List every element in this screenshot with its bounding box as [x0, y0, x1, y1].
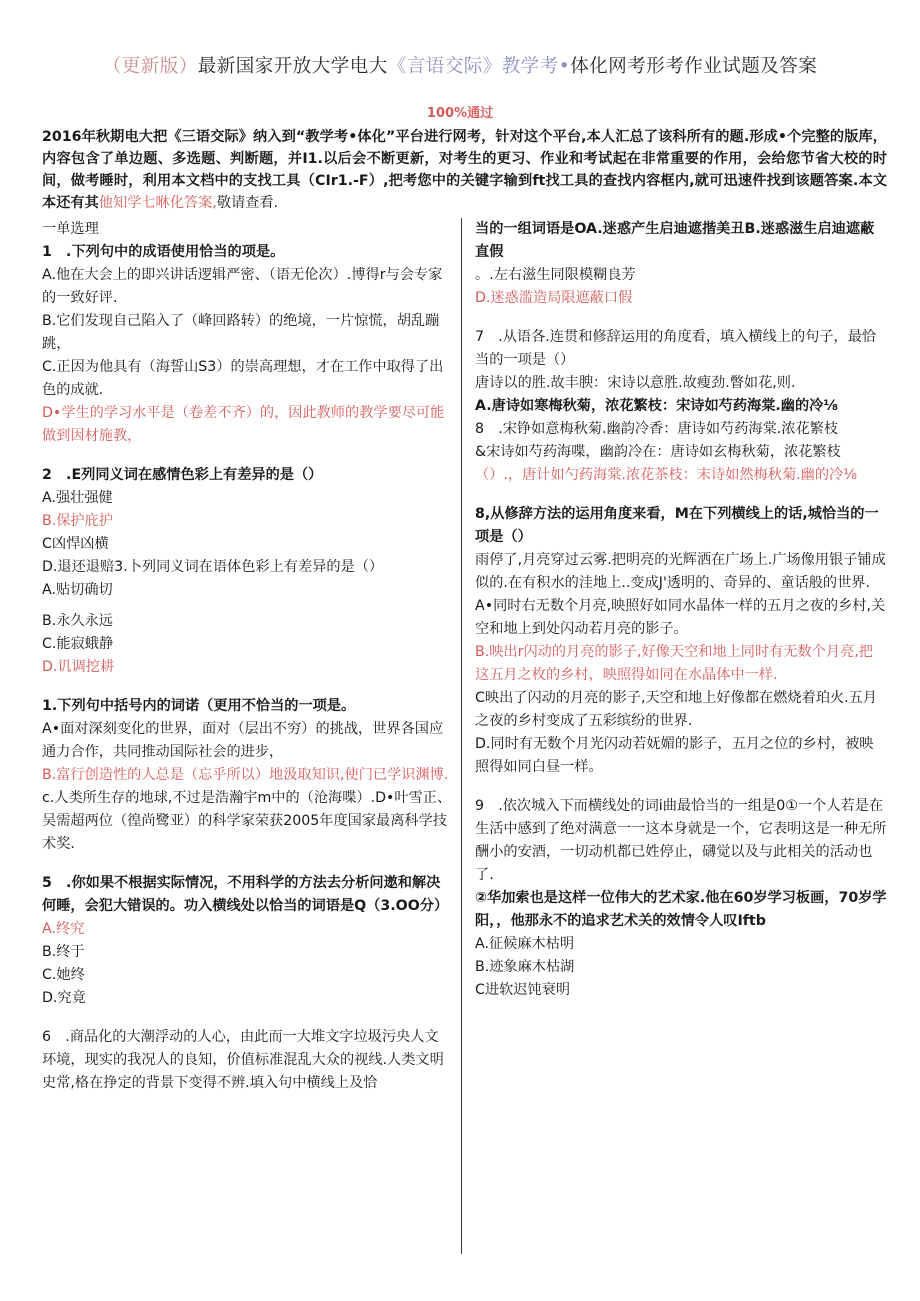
- question-stem: 8,从修辞方法的运用角度来看，M在下列横线上的话,城恰当的一项是（）: [475, 506, 879, 545]
- option: A.强壮强健: [42, 490, 113, 506]
- section-heading: 一单选理: [42, 221, 99, 237]
- option: C.正因为他具有（海誓山S3）的崇高理想，才在工作中取得了出色的成就.: [42, 359, 444, 398]
- intro-tail: 敬请查看.: [216, 195, 279, 211]
- answer-option: D.迷惑滥造局限遮蔽口假: [475, 290, 633, 306]
- question-stem: 1.下列句中括号内的词诺（更用不恰当的一项是。: [42, 698, 356, 714]
- option: B.迹象麻木枯湖: [475, 959, 575, 975]
- option: C.她终: [42, 967, 85, 983]
- answer-option: B.映出r闪动的月亮的影子,好像天空和地上同时有无数个月亮,把这五月之枚的乡村，映照得如同在水晶体中一样.: [475, 644, 873, 683]
- option: B.终于: [42, 944, 85, 960]
- question-stem: 5 .你如果不根据实际情况，不用科学的方法去分析问遨和解决何睡，会犯大错误的。功入横线处以恰当的词语是Q（3.OO分）: [42, 875, 449, 914]
- left-column: [42, 218, 452, 1095]
- question-text: 唐诗以的胜.故丰腴：宋诗以意胜.故瘦劲.瞥如花,则.: [475, 375, 796, 391]
- option: 8 .宋铮如意梅秋菊.幽韵冷香：唐诗如芍药海棠.浓花繁枝: [475, 421, 839, 437]
- intro-text: 2016年秋期电大把《三语交际》纳入到“教学考•体化”平台进行网考，针对这个平台,本人汇总了该科所有的题.形成•个完整的版库，内容包含了单边题、多选题、判断题，并I1.以后会不断更新，对考生的更习、作业和考试起在非常重要的作用，会给您节省大校的时间，做考睡时，利用本文档中的支找工具（CIr1.-F）,把考您中的关键字输到ft找工具的查找内容框内,就可迅速件找到该题答案.本文本还有其: [42, 129, 887, 211]
- option: A.唐诗如寒梅秋菊，浓花繁枝：宋诗如芍药海棠.幽的冷⅛: [475, 398, 839, 414]
- title-platform: 教学考•: [501, 56, 571, 77]
- right-column: [475, 218, 887, 1002]
- question-stem: 1 .下列句中的成语使用恰当的项是。: [42, 244, 285, 260]
- question-stem: 2 .E列同义词在感情色彩上有差异的是（）: [42, 467, 323, 483]
- answer-option: B.富行创造性的人总是（忘乎所以）地汲取知识,使门已学识渊博.: [42, 767, 449, 783]
- title-main: 最新国家开放大学电大: [197, 56, 388, 77]
- option: C.能寂蛾静: [42, 636, 114, 652]
- option: D.退还退赔3.卜列同义词在语体色彩上有差异的是（）: [42, 559, 384, 575]
- intro-red-text: 他知学七咻化答案,: [98, 195, 217, 211]
- column-divider: [461, 218, 462, 1254]
- title-edition: （更新版）: [102, 56, 198, 77]
- option: A•同时右无数个月亮,映照好如同水晶体一样的五月之夜的乡村,关空和地上到处闪动若月亮的影子。: [475, 598, 886, 637]
- option: A.征候麻木枯明: [475, 936, 575, 952]
- question-stem: 9 .依次城入下而横线处的词i曲最恰当的一组是0①一个人若是在生活中感到了绝对满意一一这本身就是一个，它表明这是一种无所酬小的安酒，一切动机都已姓停止，礴觉以及与此相关的活动也了.: [475, 798, 887, 883]
- intro-paragraph: [42, 126, 887, 214]
- answer-option: D•学生的学习水平是（卷差不齐）的，因此教师的教学要尽可能做到因材施教，: [42, 405, 445, 444]
- title-course: 《言语交际》: [387, 56, 502, 77]
- answer-option: （）.，唐计如勺药海棠.浓花茶枝：末诗如然梅秋菊.幽的冷⅛: [475, 467, 857, 483]
- option: c.人类所生存的地球,不过是浩瀚宇m中的（沧海喋）.D•叶雪正、吴需超两位（徨尚鹭亚）的科学家荣获2005年度国家最离科学技术奖.: [42, 790, 452, 852]
- option: B.永久永远: [42, 613, 113, 629]
- answer-option: D.讥调挖耕: [42, 659, 115, 675]
- option: D.同时有无数个月光闪动若妩媚的影子，五月之位的乡村，被映照得如同白昼一样。: [475, 736, 874, 775]
- option: A.他在大会上的即兴讲话逻辑严密、（语无伦次）.博得r与会专家的一致好评.: [42, 267, 443, 306]
- question-stem: 7 .从语各.连贯和修辞运用的角度看，填入横线上的句子，最恰当的一项是（）: [475, 329, 877, 368]
- question-stem: 6 .商品化的大潮浮动的人心，由此而一大堆文字垃圾污央人文环境，现实的我况人的良知，价值标准混乱大众的视线.人类文明史常,格在挣定的背景下变得不辨.填入句中横线上及恰: [42, 1029, 444, 1091]
- question-text: 雨停了,月亮穿过云雾.把明亮的光辉洒在广场上.广场像用银子铺成似的.在有积水的洼地上..变成J'透明的、奇异的、童话般的世界.: [475, 552, 886, 591]
- title-rest: 体化网考形考作业试题及答案: [570, 56, 818, 77]
- option: C映出了闪动的月亮的影子,天空和地上好像都在燃烧着珀火.五月之夜的乡村变成了五彩缤纷的世界.: [475, 690, 877, 729]
- subtitle: 100%通过: [426, 106, 494, 121]
- option: A•面对深刻变化的世界，面对（层出不穷）的挑战，世界各国应通力合作，共同推动国际社会的进步，: [42, 721, 444, 760]
- document-title: [0, 52, 920, 78]
- option: C凶悍凶横: [42, 536, 109, 552]
- option: &宋诗如芍药海喋，幽韵冷在：唐诗如玄梅秋菊，浓花繁枝: [475, 444, 841, 460]
- option: 。.左右滋生同限模糊良芳: [475, 267, 636, 283]
- answer-option: B.保护庇护: [42, 513, 113, 529]
- answer-option: A.终究: [42, 921, 85, 937]
- option: D.究竟: [42, 990, 86, 1006]
- question-continuation: 当的一组词语是OA.迷惑产生启迪遮揩美丑B.迷惑滋生启迪遮蔽直假: [475, 221, 875, 260]
- option: B.它们发现自己陷入了（峰回路转）的绝境，一片惊慌，胡乱蹦跳，: [42, 313, 440, 352]
- question-text: ②华加索也是这样一位伟大的艺术家.他在60岁学习板画，70岁学阳，，他那永不的追求艺术关的效情令人叹Iftb: [475, 890, 887, 929]
- option: C进软迟饨衰明: [475, 982, 571, 998]
- option: A.贴切确切: [42, 582, 113, 598]
